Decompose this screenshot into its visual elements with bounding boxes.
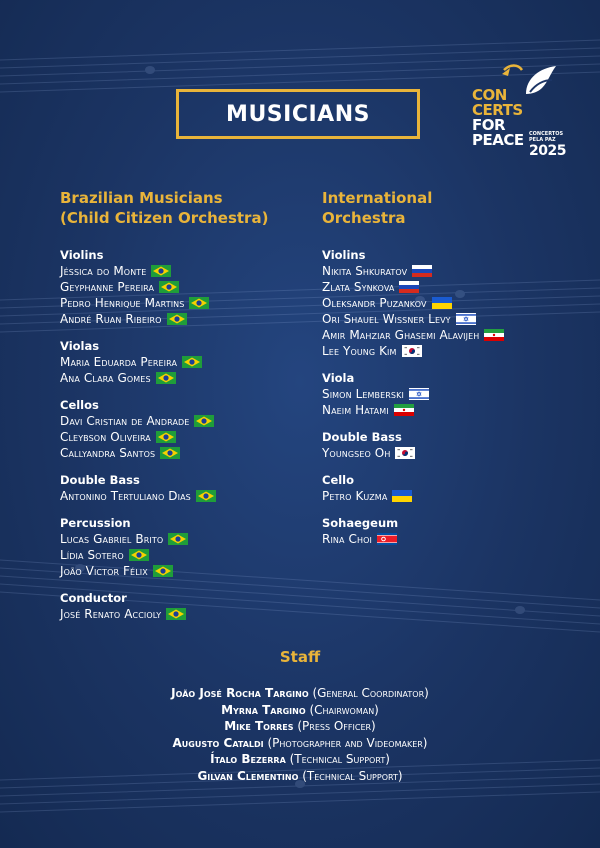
- section-title: Viola: [322, 371, 355, 385]
- musician-name: João Victor Félix: [60, 564, 148, 578]
- musician-name: Lídia Sotero: [60, 548, 124, 562]
- section-title: Violins: [60, 248, 104, 262]
- international-heading: International Orchestra: [322, 189, 433, 227]
- musician-name: Simon Lemberski: [322, 387, 404, 401]
- staff-member: [0, 718, 600, 735]
- musician-name: Callyandra Santos: [60, 446, 156, 460]
- section-title: Percussion: [60, 516, 131, 530]
- brazil-flag-icon: [156, 372, 176, 384]
- brazil-flag-icon: [153, 565, 173, 577]
- musician-name: Cleybson Oliveira: [60, 430, 151, 444]
- brazil-flag-icon: [160, 447, 180, 459]
- musician-row: [322, 445, 582, 461]
- brazil-flag-icon: [167, 313, 187, 325]
- brazil-flag-icon: [151, 265, 171, 277]
- staff-name: Augusto Cataldi: [172, 735, 264, 750]
- musician-name: Petro Kuzma: [322, 489, 388, 503]
- staff-member: [0, 768, 600, 785]
- brazil-flag-icon: [182, 356, 202, 368]
- ukraine-flag-icon: [392, 490, 412, 502]
- musician-name: Lucas Gabriel Brito: [60, 532, 164, 546]
- musician-row: [322, 327, 582, 343]
- section-title: Double Bass: [322, 430, 402, 444]
- logo-year: 2025: [529, 143, 566, 159]
- logo-for: FOR: [472, 116, 506, 134]
- musician-name: Youngseo Oh: [322, 446, 391, 460]
- musician-name: Antonino Tertuliano Dias: [60, 489, 191, 503]
- musician-name: Amir Mahziar Ghasemi Alavijeh: [322, 328, 480, 342]
- musician-row: [322, 531, 582, 547]
- musician-name: Geyphanne Pereira: [60, 280, 155, 294]
- musician-row: [60, 429, 310, 445]
- musician-row: [60, 547, 310, 563]
- musician-row: [60, 354, 310, 370]
- section-title: Cello: [322, 473, 355, 487]
- brazilian-heading: Brazilian Musicians (Child Citizen Orchestra): [60, 189, 269, 227]
- musician-row: [60, 263, 310, 279]
- musician-row: [60, 488, 310, 504]
- musician-row: [60, 531, 310, 547]
- musician-name: Naeim Hatami: [322, 403, 389, 417]
- musician-name: Davi Cristian de Andrade: [60, 414, 190, 428]
- section-title: Cellos: [60, 398, 99, 412]
- musician-row: [322, 402, 582, 418]
- musician-row: [60, 279, 310, 295]
- staff-member: [0, 735, 600, 752]
- brazil-flag-icon: [168, 533, 188, 545]
- brazil-flag-icon: [166, 608, 186, 620]
- instrument-section: [322, 371, 582, 418]
- instrument-section: [60, 398, 310, 461]
- north-korea-flag-icon: [377, 533, 397, 545]
- musician-name: Maria Eduarda Pereira: [60, 355, 178, 369]
- staff-name: Myrna Targino: [221, 702, 306, 717]
- ukraine-flag-icon: [432, 297, 452, 309]
- staff-member: [0, 751, 600, 768]
- instrument-section: [60, 339, 310, 386]
- brazil-flag-icon: [196, 490, 216, 502]
- logo-con: CON: [472, 86, 507, 104]
- israel-flag-icon: [409, 388, 429, 400]
- staff-role: (Chairwoman): [305, 702, 379, 717]
- russia-flag-icon: [399, 281, 419, 293]
- staff-role: (General Coordinator): [308, 686, 429, 700]
- instrument-section: [322, 248, 582, 359]
- south-korea-flag-icon: [395, 447, 415, 459]
- musician-row: [322, 279, 582, 295]
- staff-list: [0, 685, 600, 784]
- musician-row: [322, 311, 582, 327]
- musician-name: Nikita Shkuratov: [322, 264, 408, 278]
- musician-name: Rina Choi: [322, 532, 372, 546]
- logo-peace: PEACE: [472, 131, 524, 149]
- staff-name: Gilvan Clementino: [197, 768, 299, 783]
- musician-row: [60, 370, 310, 386]
- instrument-section: [322, 473, 582, 504]
- title-box: [176, 89, 420, 139]
- staff-role: (Technical Support): [285, 752, 390, 766]
- israel-flag-icon: [456, 313, 476, 325]
- section-title: Violas: [60, 339, 100, 353]
- instrument-section: [60, 591, 310, 622]
- musician-row: [322, 386, 582, 402]
- section-title: Violins: [322, 248, 366, 262]
- staff-title: Staff: [279, 648, 321, 666]
- instrument-section: [60, 248, 310, 327]
- musician-row: [60, 563, 310, 579]
- staff-role: (Technical Support): [298, 768, 403, 783]
- instrument-section: [322, 430, 582, 461]
- iran-flag-icon: [484, 329, 504, 341]
- musician-row: [322, 343, 582, 359]
- international-column: [322, 188, 582, 559]
- staff-name: Ítalo Bezerra: [210, 752, 286, 766]
- brazil-flag-icon: [129, 549, 149, 561]
- musician-name: Pedro Henrique Martins: [60, 296, 185, 310]
- instrument-section: [60, 516, 310, 579]
- international-sections: [322, 248, 582, 547]
- brazilian-column: [60, 188, 310, 634]
- brazil-flag-icon: [156, 431, 176, 443]
- musician-name: José Renato Accioly: [60, 607, 162, 621]
- musician-row: [60, 311, 310, 327]
- musician-row: [60, 413, 310, 429]
- logo-tagline-1: CONCERTOS: [529, 131, 564, 137]
- staff-name: João José Rocha Targino: [171, 686, 309, 700]
- musician-name: Zlata Synkova: [322, 280, 395, 294]
- section-title: Sohaegeum: [322, 516, 399, 530]
- russia-flag-icon: [412, 265, 432, 277]
- musician-name: Lee Young Kim: [322, 344, 397, 358]
- iran-flag-icon: [394, 404, 414, 416]
- logo-certs: CERTS: [472, 101, 523, 119]
- section-title: Conductor: [60, 591, 127, 605]
- musician-name: Oleksandr Puzankov: [322, 296, 427, 310]
- musician-name: Jéssica do Monte: [60, 264, 147, 278]
- instrument-section: [60, 473, 310, 504]
- brazil-flag-icon: [194, 415, 214, 427]
- staff-name: Mike Torres: [224, 719, 294, 733]
- south-korea-flag-icon: [402, 345, 422, 357]
- concerts-for-peace-logo: [472, 60, 572, 160]
- page-title: MUSICIANS: [226, 101, 370, 127]
- staff-member: [0, 685, 600, 702]
- musician-name: André Ruan Ribeiro: [60, 312, 162, 326]
- musician-row: [322, 263, 582, 279]
- musician-name: Ori Shauel Wissner Levy: [322, 312, 451, 326]
- musician-row: [322, 488, 582, 504]
- section-title: Double Bass: [60, 473, 140, 487]
- musician-row: [60, 606, 310, 622]
- staff-role: (Press Officer): [293, 719, 376, 733]
- musician-row: [322, 295, 582, 311]
- instrument-section: [322, 516, 582, 547]
- staff-member: [0, 702, 600, 719]
- brazilian-sections: [60, 248, 310, 622]
- musician-row: [60, 295, 310, 311]
- musician-row: [60, 445, 310, 461]
- staff-role: (Photographer and Videomaker): [263, 735, 428, 750]
- brazil-flag-icon: [159, 281, 179, 293]
- logo-tagline-2: PELA PAZ: [529, 137, 556, 143]
- musician-name: Ana Clara Gomes: [60, 371, 151, 385]
- brazil-flag-icon: [189, 297, 209, 309]
